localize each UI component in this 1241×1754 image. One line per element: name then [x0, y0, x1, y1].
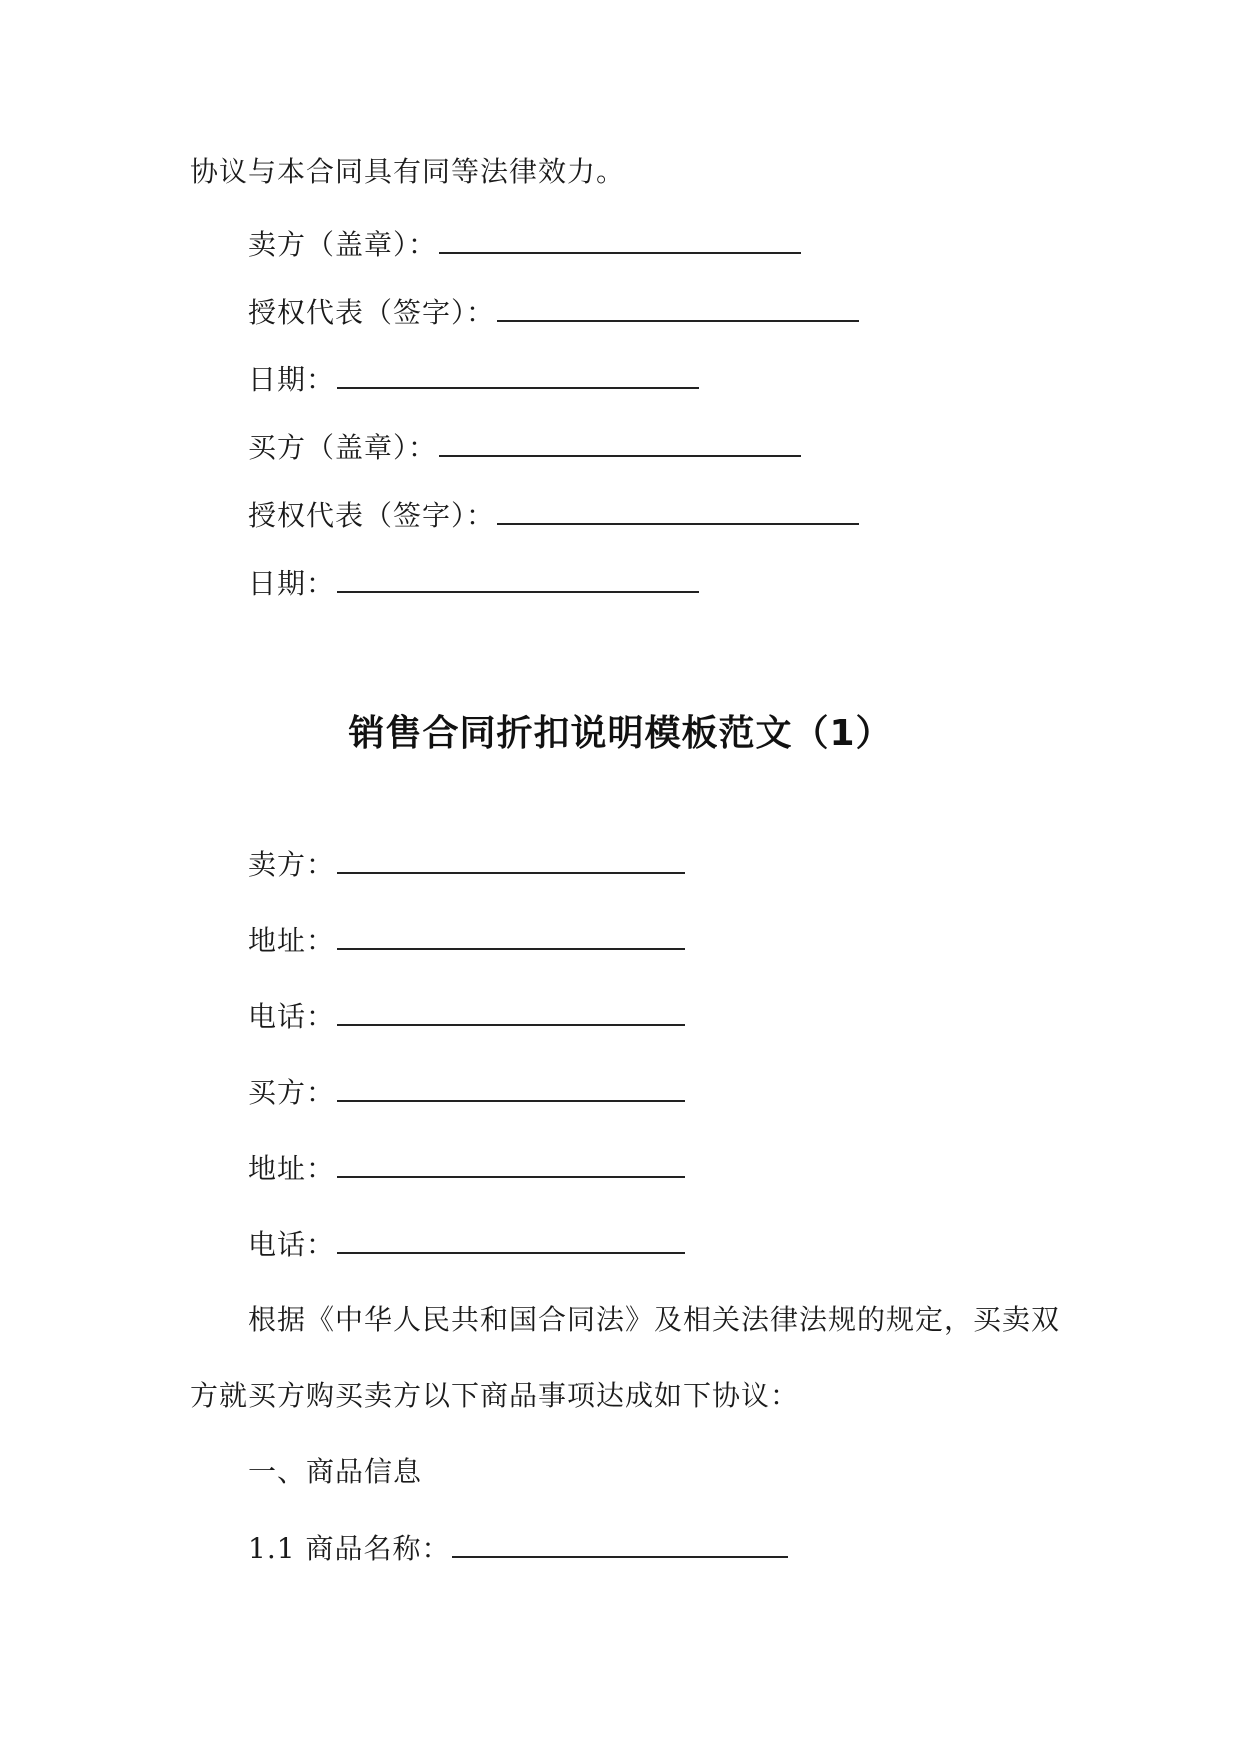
- buyer-date-blank: [337, 565, 699, 593]
- party-buyer-line: [248, 1074, 685, 1111]
- buyer-seal-line: [248, 429, 801, 466]
- seller-rep-label: 授权代表（签字）：: [248, 296, 496, 329]
- buyer-rep-line: [248, 497, 859, 534]
- buyer-rep-blank: [497, 497, 859, 525]
- seller-seal-blank: [439, 226, 801, 254]
- party-seller-phone-line: [248, 998, 685, 1035]
- item-number: 1.1: [248, 1532, 296, 1565]
- party-buyer-label: 买方：: [248, 1076, 336, 1109]
- intro-paragraph-line-2: 方就买方购买卖方以下商品事项达成如下协议：: [190, 1379, 800, 1412]
- buyer-date-line: [248, 565, 699, 602]
- party-buyer-address-line: [248, 1150, 685, 1187]
- seller-seal-label: 卖方（盖章）：: [248, 228, 438, 261]
- item-product-name-line: [248, 1530, 788, 1567]
- party-seller-blank: [337, 846, 685, 874]
- party-buyer-address-label: 地址：: [248, 1152, 336, 1185]
- seller-rep-line: [248, 294, 859, 331]
- seller-seal-line: [248, 226, 801, 263]
- buyer-seal-blank: [439, 429, 801, 457]
- party-buyer-phone-label: 电话：: [248, 1228, 336, 1261]
- party-seller-address-blank: [337, 922, 685, 950]
- party-seller-label: 卖方：: [248, 848, 336, 881]
- buyer-rep-label: 授权代表（签字）：: [248, 499, 496, 532]
- party-seller-address-label: 地址：: [248, 924, 336, 957]
- continuation-text: 协议与本合同具有同等法律效力。: [190, 155, 626, 188]
- seller-date-line: [248, 361, 699, 398]
- buyer-seal-label: 买方（盖章）：: [248, 431, 438, 464]
- party-buyer-phone-blank: [337, 1226, 685, 1254]
- intro-paragraph-line-1: 根据《中华人民共和国合同法》及相关法律法规的规定，买卖双: [248, 1303, 1061, 1336]
- item-product-name-blank: [452, 1530, 788, 1558]
- party-buyer-phone-line: [248, 1226, 685, 1263]
- party-seller-phone-blank: [337, 998, 685, 1026]
- item-label: 商品名称：: [305, 1532, 451, 1565]
- section-heading: 一、商品信息: [248, 1455, 423, 1488]
- party-seller-line: [248, 846, 685, 883]
- party-buyer-address-blank: [337, 1150, 685, 1178]
- party-buyer-blank: [337, 1074, 685, 1102]
- party-seller-phone-label: 电话：: [248, 1000, 336, 1033]
- seller-date-blank: [337, 361, 699, 389]
- buyer-date-label: 日期：: [248, 567, 336, 600]
- seller-date-label: 日期：: [248, 363, 336, 396]
- document-title: 销售合同折扣说明模板范文（1）: [348, 713, 893, 754]
- party-seller-address-line: [248, 922, 685, 959]
- seller-rep-blank: [497, 294, 859, 322]
